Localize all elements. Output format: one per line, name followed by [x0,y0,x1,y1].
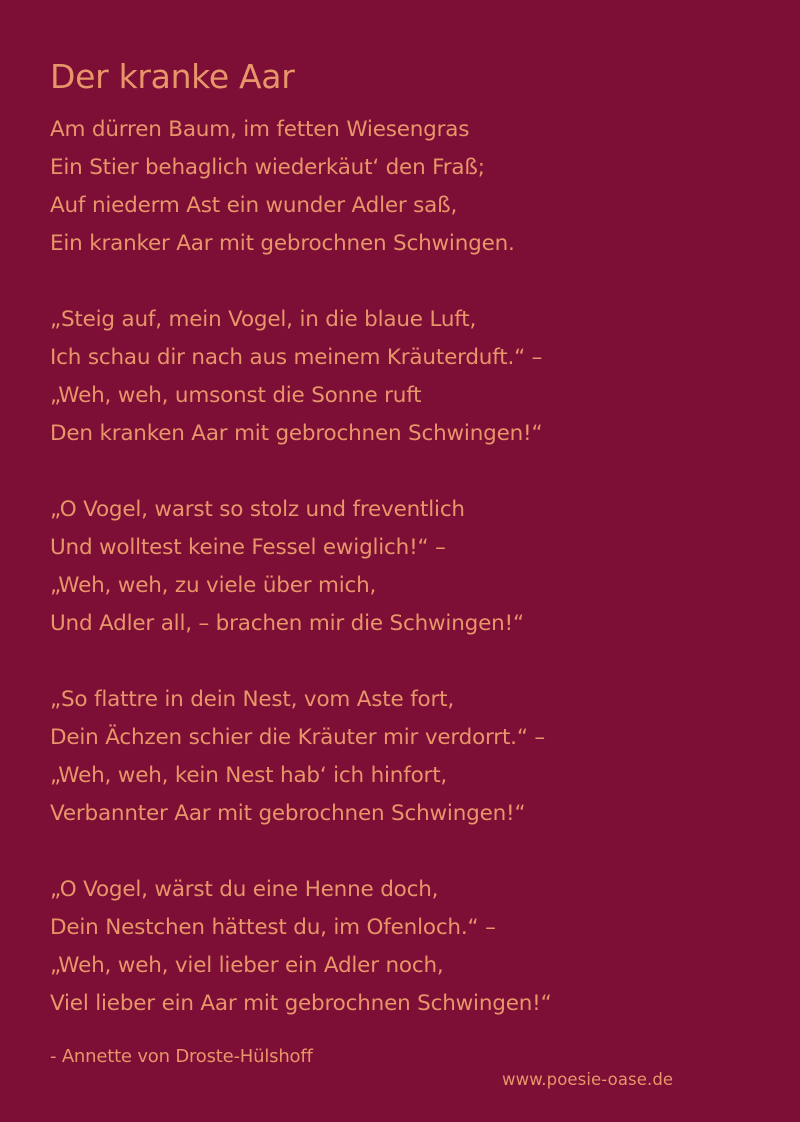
poem-line: Dein Nestchen hättest du, im Ofenloch.“ – [50,915,496,940]
poem-line: Ein kranker Aar mit gebrochnen Schwingen. [50,231,515,256]
poem-line: Verbannter Aar mit gebrochnen Schwingen!“ [50,801,526,826]
poem-line: „Weh, weh, umsonst die Sonne ruft [50,383,422,408]
poem-line: Dein Ächzen schier die Kräuter mir verdorrt.“ – [50,725,545,750]
stanza-2 [50,301,770,453]
poem-title: Der kranke Aar [50,57,295,96]
poem-line: Am dürren Baum, im fetten Wiesengras [50,117,470,142]
poem-line: Ein Stier behaglich wiederkäut‘ den Fraß; [50,155,485,180]
poem-line: „Weh, weh, zu viele über mich, [50,573,377,598]
stanza-3 [50,491,770,643]
stanza-4 [50,681,770,833]
poem-line: Ich schau dir nach aus meinem Kräuterduft.“ – [50,345,543,370]
poem-line: Viel lieber ein Aar mit gebrochnen Schwingen!“ [50,991,552,1016]
poem-line: Und Adler all, – brachen mir die Schwingen!“ [50,611,524,636]
poem-line: „Weh, weh, kein Nest hab‘ ich hinfort, [50,763,448,788]
poem-line: „Weh, weh, viel lieber ein Adler noch, [50,953,444,978]
poem-line: Und wolltest keine Fessel ewiglich!“ – [50,535,446,560]
poem-container [50,55,770,1061]
poem-line: Auf niederm Ast ein wunder Adler saß, [50,193,458,218]
website-url: www.poesie-oase.de [502,1070,674,1089]
poem-line: Den kranken Aar mit gebrochnen Schwingen!“ [50,421,543,446]
poem-line: „So flattre in dein Nest, vom Aste fort, [50,687,455,712]
poem-line: „O Vogel, warst so stolz und freventlich [50,497,465,522]
poem-line: „Steig auf, mein Vogel, in die blaue Luft, [50,307,477,332]
stanza-5 [50,871,770,1023]
stanza-1 [50,111,770,263]
poem-line: „O Vogel, wärst du eine Henne doch, [50,877,439,902]
poem-author: - Annette von Droste-Hülshoff [50,1046,313,1067]
